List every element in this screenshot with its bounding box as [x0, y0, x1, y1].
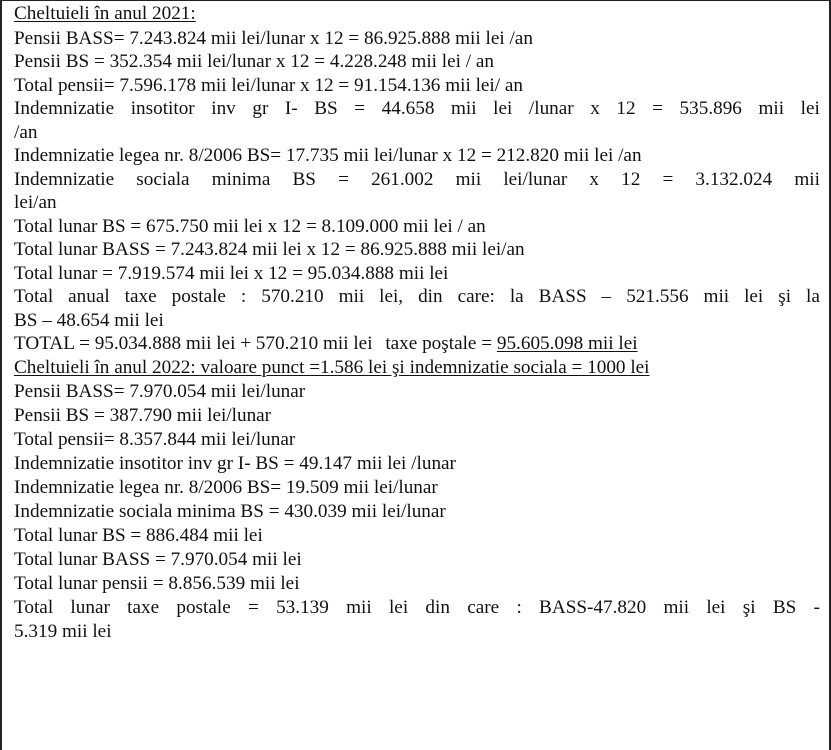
word: 521.556 — [626, 286, 689, 307]
word: BASS-47.820 — [539, 597, 647, 618]
word: lei/lunar — [503, 169, 568, 190]
word: lei — [706, 597, 726, 618]
word: = — [247, 597, 259, 618]
word: mii — [451, 98, 477, 119]
word: - — [813, 597, 820, 618]
word: Indemnizatie — [14, 98, 115, 119]
word: mii — [338, 286, 365, 307]
word: BS — [772, 597, 797, 618]
taxe-postale-label: taxe poştale = — [385, 333, 493, 354]
word: = — [354, 98, 366, 119]
word: mii — [703, 286, 730, 307]
word: lei — [493, 98, 513, 119]
line-sociala-2022: Indemnizatie sociala minima BS = 430.039 mii lei/lunar — [14, 501, 446, 522]
word: BASS — [538, 286, 587, 307]
word: Total — [14, 286, 54, 307]
word: : — [240, 286, 247, 307]
line-total-lunar-pensii-2022: Total lunar pensii = 8.856.539 mii lei — [14, 573, 300, 594]
total-general-amount: TOTAL = 95.034.888 mii lei + 570.210 mii lei — [14, 333, 373, 354]
word: 53.139 — [276, 597, 329, 618]
word: care — [467, 597, 500, 618]
line-total-pensii-2022: Total pensii= 8.357.844 mii lei/lunar — [14, 429, 296, 450]
word: gr — [252, 98, 269, 119]
line-pensii-bass-2022: Pensii BASS= 7.970.054 mii lei/lunar — [14, 381, 306, 402]
word: din — [425, 597, 450, 618]
word: I- — [284, 98, 298, 119]
word: 12 — [616, 98, 636, 119]
word: = — [662, 169, 674, 190]
word: anual — [68, 286, 110, 307]
word: taxe — [127, 597, 160, 618]
word: lunar — [70, 597, 110, 618]
line-insotitor-2021 — [14, 97, 820, 120]
word: /lunar — [528, 98, 574, 119]
word: Total — [14, 597, 54, 618]
line-pensii-bs-2021: Pensii BS = 352.354 mii lei/lunar x 12 = 4.228.248 mii lei / an — [14, 51, 494, 72]
word: mii — [794, 169, 820, 190]
word: 535.896 — [679, 98, 742, 119]
line-legea-2022: Indemnizatie legea nr. 8/2006 BS= 19.509 mii lei/lunar — [14, 477, 438, 498]
word: inv — [211, 98, 236, 119]
line-total-lunar-bass-2022: Total lunar BASS = 7.970.054 mii lei — [14, 549, 302, 570]
line-sociala-2021 — [14, 168, 820, 191]
line-total-lunar-bass-2021: Total lunar BASS = 7.243.824 mii lei x 12 = 86.925.888 mii lei/an — [14, 239, 525, 260]
word: care: — [457, 286, 495, 307]
line-total-pensii-2021: Total pensii= 7.596.178 mii lei/lunar x 12 = 91.154.136 mii lei/ an — [14, 75, 523, 96]
line-total-general-2021 — [14, 332, 820, 355]
total-general-result: 95.605.098 mii lei — [496, 333, 638, 354]
heading-2021: Cheltuieli în anul 2021: — [14, 3, 196, 24]
word: şi — [778, 286, 792, 307]
word: şi — [742, 597, 756, 618]
line-total-lunar-bs-2021: Total lunar BS = 675.750 mii lei x 12 = 8.109.000 mii lei / an — [14, 216, 486, 237]
word: insotitor — [130, 98, 195, 119]
word: minima — [211, 169, 271, 190]
line-insotitor-2022: Indemnizatie insotitor inv gr I- BS = 49.147 mii lei /lunar — [14, 453, 456, 474]
word: postale — [176, 597, 231, 618]
line-taxe-postale-2022-cont: 5.319 mii lei — [14, 621, 112, 642]
word: lei — [388, 597, 409, 618]
word: BS — [314, 98, 338, 119]
word: mii — [663, 597, 690, 618]
word: x — [590, 98, 600, 119]
word: mii — [346, 597, 372, 618]
word: la — [806, 286, 820, 307]
word: – — [601, 286, 612, 307]
word: Indemnizatie — [14, 169, 115, 190]
word: sociala — [136, 169, 190, 190]
word: x — [589, 169, 599, 190]
word: la — [509, 286, 524, 307]
line-taxe-postale-2021-cont: BS – 48.654 mii lei — [14, 310, 164, 331]
line-sociala-2021-cont: lei/an — [14, 192, 57, 213]
word: 3.132.024 — [695, 169, 773, 190]
word: lei — [800, 98, 820, 119]
heading-2022: Cheltuieli în anul 2022: valoare punct =1.586 lei şi indemnizatie sociala = 1000 lei — [14, 357, 650, 378]
word: postale — [171, 286, 226, 307]
word: taxe — [124, 286, 157, 307]
word: BS — [292, 169, 316, 190]
word: = — [338, 169, 349, 190]
line-taxe-postale-2022 — [14, 596, 820, 619]
line-total-lunar-2021: Total lunar = 7.919.574 mii lei x 12 = 95.034.888 mii lei — [14, 263, 449, 284]
word: 570.210 — [261, 286, 324, 307]
word: mii — [455, 169, 482, 190]
line-total-lunar-bs-2022: Total lunar BS = 886.484 mii lei — [14, 525, 263, 546]
line-taxe-postale-2021 — [14, 285, 820, 308]
word: din — [418, 286, 443, 307]
word: 44.658 — [381, 98, 435, 119]
word: 12 — [621, 169, 641, 190]
line-legea-2021: Indemnizatie legea nr. 8/2006 BS= 17.735 mii lei/lunar x 12 = 212.820 mii lei /an — [14, 145, 642, 166]
line-insotitor-2021-cont: /an — [14, 122, 38, 143]
line-pensii-bs-2022: Pensii BS = 387.790 mii lei/lunar — [14, 405, 272, 426]
word: : — [516, 597, 522, 618]
word: = — [652, 98, 663, 119]
line-pensii-bass-2021: Pensii BASS= 7.243.824 mii lei/lunar x 12 = 86.925.888 mii lei /an — [14, 28, 533, 49]
word: lei — [744, 286, 764, 307]
word: 261.002 — [371, 169, 434, 190]
word: lei, — [379, 286, 404, 307]
word: mii — [758, 98, 785, 119]
